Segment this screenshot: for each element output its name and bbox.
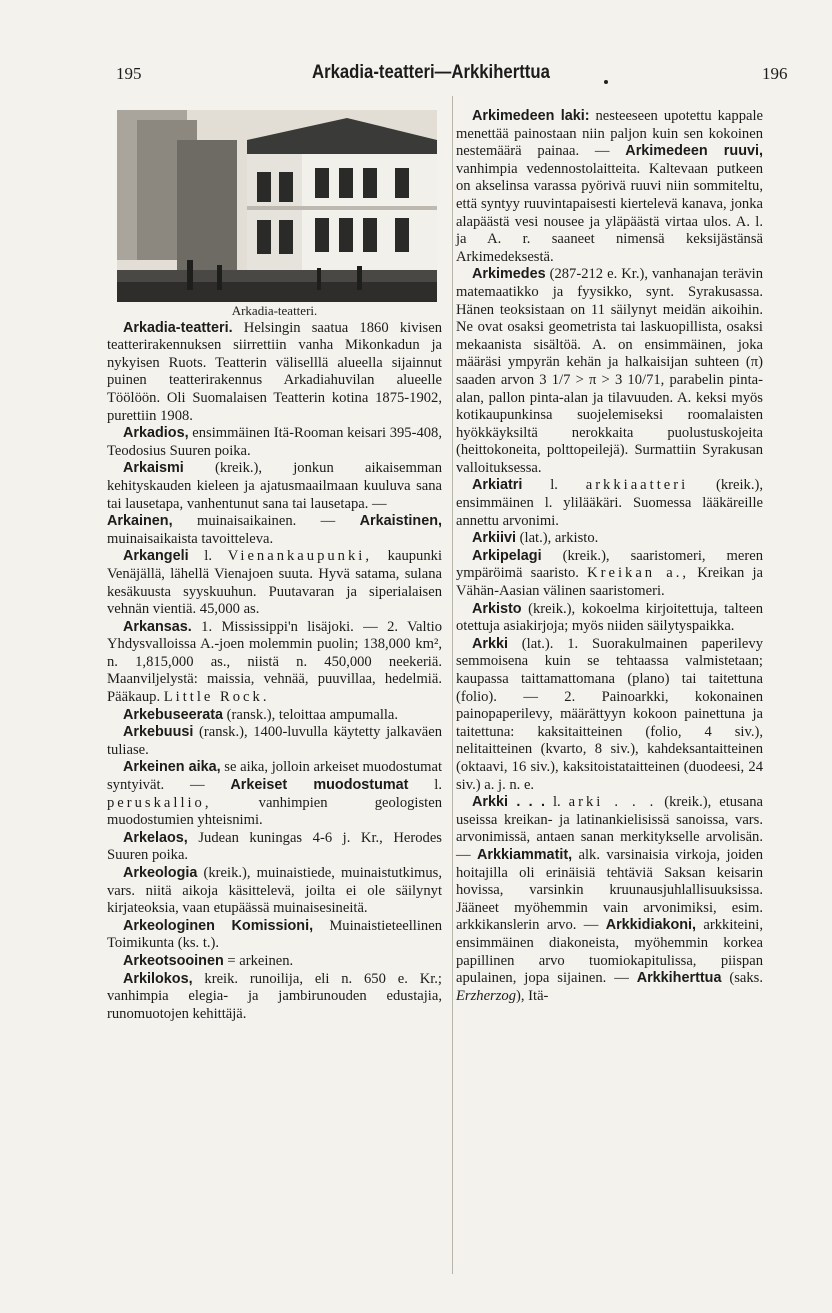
entry-headword: Arkadia-teatteri. (123, 319, 233, 336)
right-column (456, 108, 763, 1005)
entry: Arkelaos, Judean kuningas 4-6 j. Kr., Herodes Suuren poika. (107, 829, 442, 864)
entry-headword: Arkilokos, (123, 970, 193, 987)
entry-headword: Arkebuseerata (123, 706, 223, 723)
entry-headword: Arkki (472, 635, 508, 652)
page-number-left: 195 (116, 64, 142, 83)
entry-headword: Arkebuusi (123, 724, 194, 741)
running-title: Arkadia-teatteri—Arkkiherttua (312, 62, 550, 83)
entry-headword: Arkkiherttua (636, 970, 722, 987)
entry: Arkeologinen Komissioni, Muinaistieteellinen Toimikunta (ks. t.). (107, 917, 442, 952)
entry: Arkki (lat.). 1. Suorakulmainen paperilevy semmoisena kuin se tehtaassa valmistetaan; kaupassa taittamattomana (plano) tai taitettuna (folio). — 2. Painoarkki, kokonainen painopaperilevy, määrättyyn kokoon painettuna ja taitettuna: kaksitaitteinen (folio, 4 siv.), nelitaitteinen (kvarto, 8 siv.), kahdeksantaitteinen (oktaavi, 16 siv.), kaksitoistataitteinen (duodeesi, 24 siv.) a. j. n. e. (456, 635, 763, 793)
left-column (107, 100, 442, 1023)
entry: Arkimedes (287-212 e. Kr.), vanhanajan terävin matemaatikko ja fyysikko, synt. Syrakusassa. Hänen teoksistaan on 11 säilynyt meidän aikoihin. Ne ovat osaksi geometrista tai laskuopillista, osaksi mekaanista sisältöä. A. on ensimmäinen, joka määräsi ympyrän kehän ja halkaisijan suhteen (π) saaden arvon 3 1/7 > π > 3 10/71, parabelin pinta-alan, pallon pinta-alan ja tilavuuden. A. keksi myös kotikaupunkinsa suojelemiseksi roomalaisten hyökkäyksiltä nerokkaita puolustuskojeita (heittokoneita, polttopeilejä). Surmattiin Syrakusan valloituksessa. (456, 266, 763, 476)
photo-caption: Arkadia-teatteri. (231, 303, 318, 318)
entry: Arkainen, muinaisaikainen. — Arkaistinen, muinaisaikaista tavoitteleva. (107, 513, 442, 547)
entry-headword: Arkkiammatit, (476, 846, 573, 863)
entry-headword: Arkeinen aika, (123, 759, 221, 776)
entry-headword: Arkiatri (472, 477, 523, 494)
entry-headword: Arkainen, (107, 513, 173, 530)
entry-headword: Arkangeli (123, 548, 189, 565)
entry: Arkadios, ensimmäinen Itä-Rooman keisari 395-408, Teodosius Suuren poika. (107, 425, 442, 459)
entry-headword: Arkimedeen laki: (472, 108, 590, 124)
theatre-photo (117, 110, 437, 302)
page-header (0, 60, 832, 90)
entry-headword: Arkansas. (123, 618, 192, 635)
entry: Arkeinen aika, se aika, jolloin arkeiset muodostumat syntyivät. — Arkeiset muodostumat l. peruskallio, vanhimpien geologisten muodostumien yhteisnimi. (107, 759, 442, 829)
entry-headword: Arkeiset muodostumat (230, 777, 409, 794)
entry-headword: Arkeologia (123, 865, 198, 881)
entry-headword: Arkipelagi (472, 547, 542, 564)
entry-headword: Arkki . . . (472, 794, 545, 811)
entry: Arkeotsooinen = arkeinen. (123, 952, 294, 969)
entry: Arkilokos, kreik. runoilija, eli n. 650 e. Kr.; vanhimpia elegia- ja jambirunouden edustajia, runomuotojen kehittäjä. (107, 970, 442, 1022)
entry: Arkimedeen laki: nesteeseen upotettu kappale menettää painostaan niin paljon kuin sen kokoinen nestemäärä painaa. — Arkimedeen ruuvi, vanhimpia vedennostolaitteita. Kaltevaan putkeen on akselinsa varassa pyörivä ruuvi niin sommiteltu, että syntyy ruuvintapaisesti kiertelevä kanava, jonka alapäästä vesi nousee ja yläpäästä virtaa ulos. A. l. ja A. r. saaneet nimensä keksijästänsä Arkimedeksestä. (456, 108, 763, 265)
entry-headword: Arkaistinen, (359, 513, 442, 530)
entry: Arkansas. 1. Mississippi'n lisäjoki. — 2. Valtio Yhdysvalloissa A.-joen molemmin puolin; 138,000 km², n. 1,815,000 as., niistä n. 450,000 neekeriä. Maanviljelystä: maissia, vehnää, puuvillaa, hedelmiä. Pääkaup. Little Rock. (107, 618, 442, 706)
entry: Arkebuusi (ransk.), 1400-luvulla käytetty jalkaväen tuliase. (107, 724, 442, 758)
page-number-right: 196 (762, 64, 788, 83)
entry: Arkki . . . l. arki . . . (kreik.), etusana useissa kreikan- ja latinankielisissä sanoissa, vars. arvonimissä, antaen sanan merkitykselle arvolisän. — Arkkiammatit, alk. varsinaisia virkoja, joiden hoitajilla oli erinäisiä tehtäviä Saksan keisarin hovissa, varsinkin kruunausjuhlallisuuksissa. Jääneet myöhemmin vain arvonimiksi, esim. arkkikanslerin arvo. — Arkkidiakoni, arkkiteini, ensimmäinen diakoneista, myöhemmin korkea papillinen arvo tuomiokapitulissa, piispan apulainen, jopa sijainen. — Arkkiherttua (saks. Erzherzog), Itä- (456, 794, 763, 1004)
entry-headword: Arkkidiakoni, (605, 917, 697, 934)
entry: Arkisto (kreik.), kokoelma kirjoitettuja, talteen otettuja asiakirjoja; myös niiden säilytyspaikka. (456, 600, 763, 635)
entry-headword: Arkimedeen ruuvi, (625, 143, 763, 160)
entry: Arkadia-teatteri. Helsingin saatua 1860 kivisen teatterirakennuksen siirrettiin vanha Mikonkadun ja nykyisen Ruots. Teatterin väliselllä alueella sijainnut puinen teatterirakennus Arkadiahuvilan alueelle Töölöön. Oli Suomalaisen Teatterin kotina 1875-1902, purettiin 1908. (107, 319, 442, 424)
entry-headword: Arkeologinen Komissioni, (123, 917, 314, 934)
entry: Arkaismi (kreik.), jonkun aikaisemman kehityskauden kieleen ja ajatusmaailmaan kuuluva sana tai lausetapa, vanhentunut sana tai lausetapa. — (107, 460, 442, 512)
entry: Arkipelagi (kreik.), saaristomeri, meren ympäröimä saaristo. Kreikan a., Kreikan ja Vähän-Aasian välinen saaristomeri. (456, 547, 763, 600)
entry: Arkeologia (kreik.), muinaistiede, muinaistutkimus, vars. niitä aikoja käsittelevä, joilta ei ole säilynyt kirjateoksia, vaan etupäässä muinaisesineitä. (107, 865, 442, 917)
entry-headword: Arkaismi (123, 460, 184, 477)
entry-headword: Arkelaos, (123, 829, 188, 846)
entry-headword: Arkimedes (472, 266, 546, 283)
theatre-building-image (117, 110, 437, 302)
entry: Arkangeli l. Vienankaupunki, kaupunki Venäjällä, lähellä Vienajoen suuta. Hyvä satama, sulana kesäkuusta syyskuuhun. Puutavaran ja siperialaisen vehnän vientiä. 45,000 as. (107, 548, 442, 618)
print-dot (604, 80, 608, 84)
entry-headword: Arkisto (472, 600, 522, 617)
entry: Arkiivi (lat.), arkisto. (472, 530, 599, 547)
entry-headword: Arkeotsooinen (123, 952, 224, 969)
entry: Arkebuseerata (ransk.), teloittaa ampumalla. (123, 706, 399, 723)
column-divider (452, 96, 453, 1274)
entry-headword: Arkadios, (123, 425, 189, 442)
entry-headword: Arkiivi (472, 530, 516, 547)
entry: Arkiatri l. arkkiaatteri (kreik.), ensimmäinen l. ylilääkäri. Suomessa lääkäreille annettu arvonimi. (456, 477, 763, 529)
